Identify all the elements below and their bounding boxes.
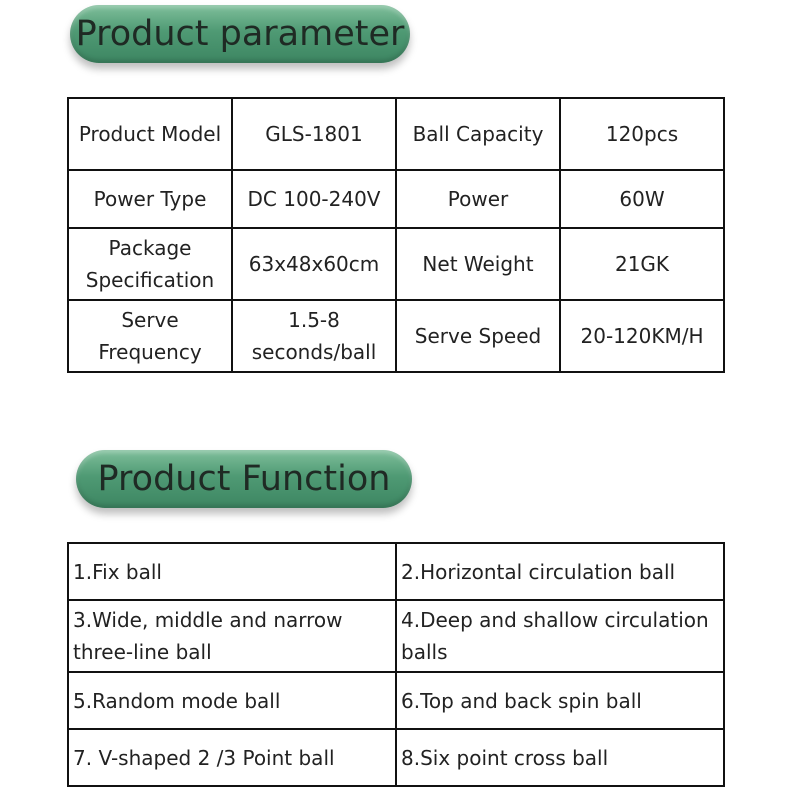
param-value-power-type: DC 100-240V xyxy=(232,170,396,228)
product-parameter-table xyxy=(67,97,725,373)
function-item: 3.Wide, middle and narrow three-line ball xyxy=(68,600,396,672)
param-value-product-model: GLS-1801 xyxy=(232,98,396,170)
param-label-serve-frequency: Serve Frequency xyxy=(68,300,232,372)
table-row xyxy=(68,600,724,672)
param-value-ball-capacity: 120pcs xyxy=(560,98,724,170)
param-label-serve-speed: Serve Speed xyxy=(396,300,560,372)
table-row xyxy=(68,729,724,786)
product-function-heading: Product Function xyxy=(76,450,412,508)
function-item: 5.Random mode ball xyxy=(68,672,396,729)
table-row xyxy=(68,543,724,600)
param-value-net-weight: 21GK xyxy=(560,228,724,300)
function-item: 6.Top and back spin ball xyxy=(396,672,724,729)
function-item: 2.Horizontal circulation ball xyxy=(396,543,724,600)
function-item: 4.Deep and shallow circulation balls xyxy=(396,600,724,672)
param-label-power: Power xyxy=(396,170,560,228)
product-parameter-heading: Product parameter xyxy=(70,5,410,63)
param-value-power: 60W xyxy=(560,170,724,228)
param-label-ball-capacity: Ball Capacity xyxy=(396,98,560,170)
table-row xyxy=(68,228,724,300)
param-label-package-specification: Package Specification xyxy=(68,228,232,300)
table-row xyxy=(68,672,724,729)
param-label-net-weight: Net Weight xyxy=(396,228,560,300)
function-item: 8.Six point cross ball xyxy=(396,729,724,786)
function-item: 7. V-shaped 2 /3 Point ball xyxy=(68,729,396,786)
param-value-serve-speed: 20-120KM/H xyxy=(560,300,724,372)
param-value-package-specification: 63x48x60cm xyxy=(232,228,396,300)
param-value-serve-frequency: 1.5-8 seconds/ball xyxy=(232,300,396,372)
param-label-product-model: Product Model xyxy=(68,98,232,170)
param-label-power-type: Power Type xyxy=(68,170,232,228)
function-item: 1.Fix ball xyxy=(68,543,396,600)
product-function-table xyxy=(67,542,725,787)
table-row xyxy=(68,170,724,228)
table-row xyxy=(68,98,724,170)
table-row xyxy=(68,300,724,372)
